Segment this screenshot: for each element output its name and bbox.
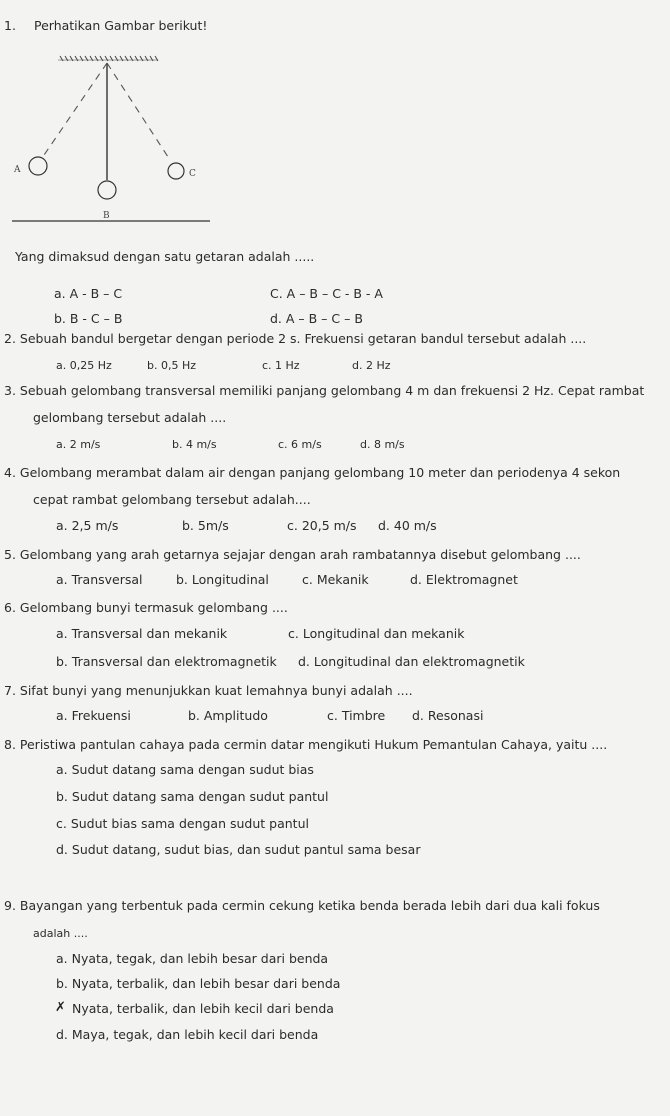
q7-option: c. Timbre [327,708,386,723]
answer-check-mark: ✗ [55,1000,66,1015]
q8-option: d. Sudut datang, sudut bias, dan sudut pantul sama besar [56,842,421,857]
q7-text: 7. Sifat bunyi yang menunjukkan kuat lemahnya bunyi adalah .... [4,683,413,698]
pendulum-diagram [0,50,230,230]
q4-option: b. 5m/s [182,518,229,533]
q1-text: Perhatikan Gambar berikut! [34,18,208,33]
q8-text: 8. Peristiwa pantulan cahaya pada cermin datar mengikuti Hukum Pemantulan Cahaya, yaitu .... [4,737,608,752]
q4-option: d. 40 m/s [378,518,437,533]
q9-option: d. Maya, tegak, dan lebih kecil dari benda [56,1027,319,1042]
q5-option: c. Mekanik [302,572,369,587]
q6-text: 6. Gelombang bunyi termasuk gelombang .... [4,600,288,615]
bob-a [29,157,47,175]
q2-text: 2. Sebuah bandul bergetar dengan periode 2 s. Frekuensi getaran bandul tersebut adalah .... [4,331,587,346]
q9-option: b. Nyata, terbalik, dan lebih besar dari benda [56,976,341,991]
q1-number: 1. [4,18,16,33]
q5-text: 5. Gelombang yang arah getarnya sejajar dengan arah rambatannya disebut gelombang .... [4,547,581,562]
q5-option: a. Transversal [56,572,143,587]
q4-option: a. 2,5 m/s [56,518,119,533]
label-b: B [103,211,110,221]
q1-option: C. A – B – C - B - A [270,286,383,301]
q4-option: c. 20,5 m/s [287,518,357,533]
q2-option: b. 0,5 Hz [147,359,197,372]
q3-text-line1: 3. Sebuah gelombang transversal memiliki panjang gelombang 4 m dan frekuensi 2 Hz. Cepat rambat [4,383,645,398]
q9-option: a. Nyata, tegak, dan lebih besar dari benda [56,951,329,966]
q5-option: d. Elektromagnet [410,572,518,587]
q2-option: d. 2 Hz [352,359,391,372]
q2-option: c. 1 Hz [262,359,300,372]
q6-option: b. Transversal dan elektromagnetik [56,654,277,669]
q4-text-line2: cepat rambat gelombang tersebut adalah.... [33,492,311,507]
q8-option: c. Sudut bias sama dengan sudut pantul [56,816,309,831]
q8-option: b. Sudut datang sama dengan sudut pantul [56,789,329,804]
q3-option: b. 4 m/s [172,438,217,451]
q2-option: a. 0,25 Hz [56,359,112,372]
q6-option: c. Longitudinal dan mekanik [288,626,465,641]
bob-c [168,163,184,179]
q6-option: d. Longitudinal dan elektromagnetik [298,654,525,669]
q7-option: a. Frekuensi [56,708,131,723]
q3-option: a. 2 m/s [56,438,101,451]
label-c: C [189,169,196,179]
q8-option: a. Sudut datang sama dengan sudut bias [56,762,314,777]
q1-prompt: Yang dimaksud dengan satu getaran adalah ..... [15,249,315,264]
q4-text-line1: 4. Gelombang merambat dalam air dengan panjang gelombang 10 meter dan periodenya 4 sekon [4,465,621,480]
q1-option: a. A - B – C [54,286,123,301]
q3-option: d. 8 m/s [360,438,405,451]
q6-option: a. Transversal dan mekanik [56,626,228,641]
q3-text-line2: gelombang tersebut adalah .... [33,410,227,425]
q7-option: d. Resonasi [412,708,484,723]
q1-option: b. B - C – B [54,311,123,326]
q7-option: b. Amplitudo [188,708,268,723]
q9-text-line1: 9. Bayangan yang terbentuk pada cermin cekung ketika benda berada lebih dari dua kali fokus [4,898,600,913]
q5-option: b. Longitudinal [176,572,269,587]
q9-text-line2: adalah .... [33,927,88,940]
q9-option: Nyata, terbalik, dan lebih kecil dari benda [72,1001,334,1016]
q3-option: c. 6 m/s [278,438,322,451]
q1-option: d. A – B – C – B [270,311,363,326]
bob-b [98,181,116,199]
label-a: A [14,165,21,175]
